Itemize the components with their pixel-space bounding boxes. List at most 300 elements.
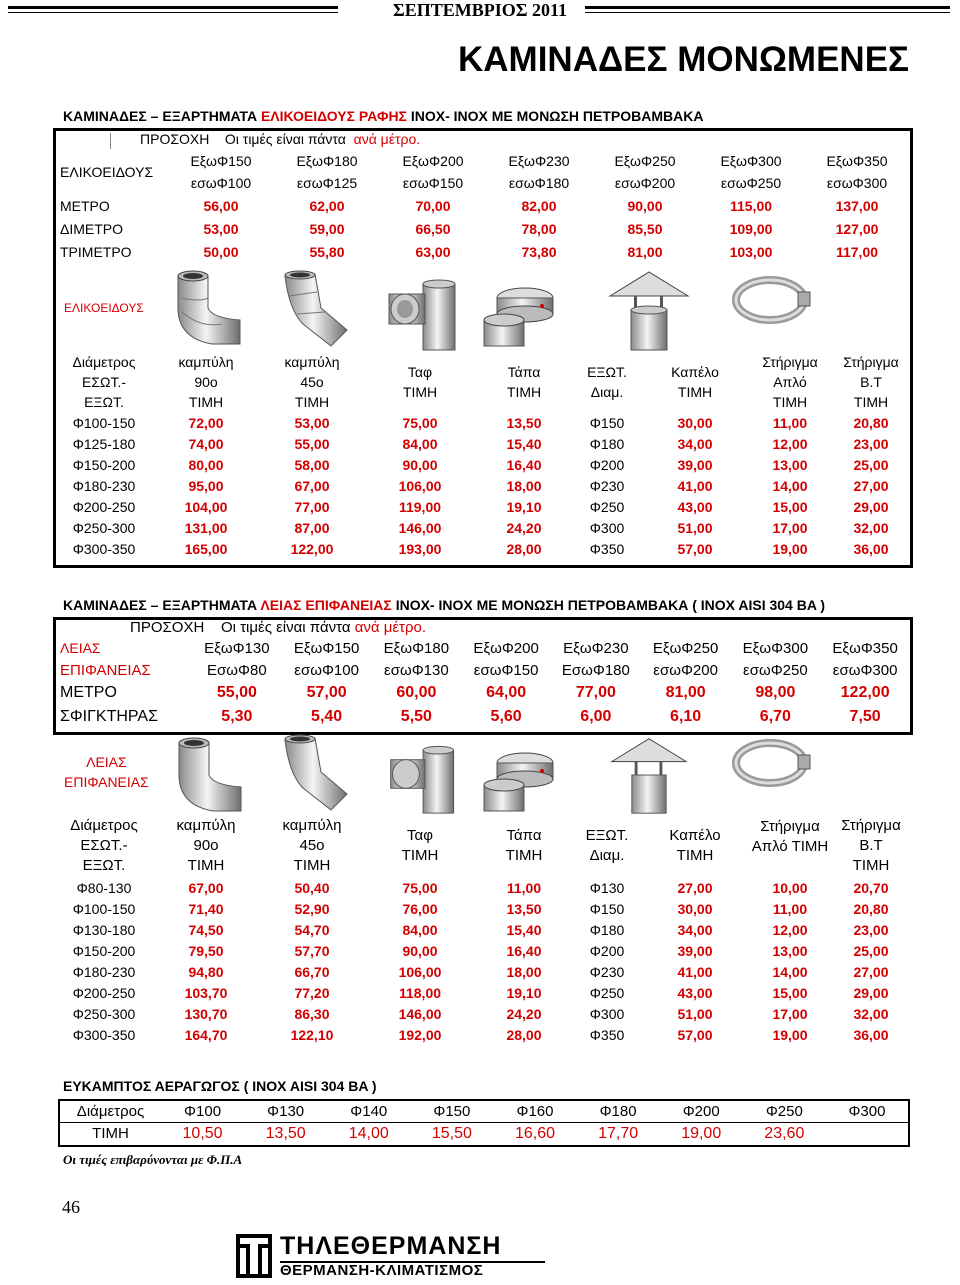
price-cell: 57,00 [677, 1026, 713, 1043]
price-cell: 79,50 [188, 942, 224, 959]
price-cell: 43,00 [677, 984, 713, 1001]
price-cell: 98,00 [755, 684, 796, 701]
section1-price-table [56, 150, 910, 263]
price-cell: 18,00 [506, 963, 542, 980]
inner-dia: ΕσωΦ80 [207, 661, 267, 679]
diameter-range: Φ100-150 [72, 900, 136, 917]
price-cell: 32,00 [853, 519, 889, 536]
logo-subtitle: ΘΕΡΜΑΝΣΗ-ΚΛΙΜΑΤΙΣΜΟΣ [280, 1262, 484, 1279]
elbow-90-icon [160, 268, 250, 348]
header-line: Τάπα [507, 364, 541, 380]
diameter-range: Φ300-350 [72, 540, 136, 557]
price-cell: 73,80 [521, 243, 557, 260]
price-cell: 57,00 [677, 540, 713, 557]
clamp-icon [730, 272, 812, 328]
price-cell: 62,00 [309, 197, 345, 214]
duct-price [826, 1122, 909, 1146]
photo-label-line: ΛΕΙΑΣ [86, 754, 127, 770]
diameter-range: Φ180-230 [72, 963, 136, 980]
header-line: 45ο [300, 374, 324, 390]
header-line: Απλό ΤΙΜΗ [751, 838, 829, 855]
row-label: ΜΕΤΡΟ [60, 684, 117, 701]
acc-row [56, 475, 910, 496]
price-cell: 75,00 [402, 879, 438, 896]
price-cell: 75,00 [402, 414, 438, 431]
header-line: Στήριγμα [762, 354, 818, 370]
price-cell: 118,00 [398, 984, 442, 1001]
price-cell: 10,00 [772, 879, 808, 896]
row-header: ΕΠΙΦΑΝΕΙΑΣ [60, 661, 151, 679]
price-cell: 122,00 [840, 684, 890, 701]
price-cell: 192,00 [398, 1026, 442, 1043]
header-line: Καπέλο [669, 827, 721, 844]
price-cell: 74,50 [188, 921, 224, 938]
elbow-45-icon [275, 733, 355, 813]
elbow-45-icon [275, 270, 355, 348]
price-cell: 67,00 [294, 477, 330, 494]
price-cell: 20,80 [853, 900, 889, 917]
section1-title-post: INOX- INOX ΜΕ ΜΟΝΩΣΗ ΠΕΤΡΟΒΑΜΒΑΚΑ [406, 108, 704, 124]
acc-header [572, 352, 642, 412]
duct-dia: Φ300 [848, 1102, 886, 1120]
inner-dia: εσωΦ125 [296, 175, 358, 191]
header-line: καμπύλη [282, 817, 342, 834]
acc-header [56, 815, 152, 877]
outer-diameter: Φ200 [589, 942, 625, 959]
price-cell: 12,00 [772, 921, 808, 938]
header-line: καμπύλη [178, 354, 234, 370]
inner-dia: εσωΦ180 [508, 175, 570, 191]
price-cell: 16,40 [506, 456, 542, 473]
acc-header [152, 815, 260, 877]
inner-dia: εσωΦ200 [614, 175, 676, 191]
outer-dia-row [56, 150, 910, 172]
price-cell: 17,00 [772, 1005, 808, 1022]
diameter-range: Φ125-180 [72, 435, 136, 452]
header-line: ΤΙΜΗ [506, 384, 542, 400]
price-cell: 6,70 [759, 708, 791, 725]
acc-header [152, 352, 260, 412]
clamp-icon [730, 735, 812, 791]
acc-row [56, 982, 910, 1003]
price-cell: 27,00 [853, 963, 889, 980]
acc-row [56, 1003, 910, 1024]
price-cell: 57,00 [306, 684, 347, 701]
diameter-range: Φ150-200 [72, 456, 136, 473]
price-cell: 19,00 [772, 1026, 808, 1043]
price-cell: 104,00 [184, 498, 228, 515]
price-cell: 25,00 [853, 456, 889, 473]
price-cell: 77,00 [575, 684, 616, 701]
inner-dia: εσωΦ100 [190, 175, 252, 191]
inner-dia: εσωΦ130 [384, 661, 449, 679]
outer-diameter: Φ300 [589, 1005, 625, 1022]
outer-dia: ΕξωΦ180 [296, 153, 358, 169]
price-row [56, 681, 910, 705]
price-cell: 122,00 [290, 540, 334, 557]
duct-dia: Φ150 [433, 1102, 471, 1120]
inner-dia: εσωΦ250 [743, 661, 808, 679]
outer-diameter: Φ230 [589, 477, 625, 494]
price-cell: 18,00 [506, 477, 542, 494]
header-line: ΤΙΜΗ [853, 394, 889, 410]
header-line: ΤΙΜΗ [772, 394, 808, 410]
price-cell: 27,00 [853, 477, 889, 494]
outer-dia: ΕξωΦ130 [204, 639, 270, 657]
price-cell: 16,40 [506, 942, 542, 959]
notice-red: ανά μέτρο. [353, 131, 421, 147]
price-cell: 6,00 [580, 708, 612, 725]
outer-dia: ΕξωΦ300 [742, 639, 809, 657]
header-line: ΤΙΜΗ [401, 847, 439, 864]
price-cell: 29,00 [853, 984, 889, 1001]
header-line: καμπύλη [176, 817, 236, 834]
price-cell: 19,00 [772, 540, 808, 557]
header-line: ΤΙΜΗ [402, 384, 438, 400]
price-row [56, 194, 910, 217]
acc-header [56, 352, 152, 412]
acc-header [642, 352, 748, 412]
logo-title: ΤΗΛΕΘΕΡΜΑΝΣΗ [280, 1232, 502, 1260]
outer-dia: ΕξωΦ350 [826, 153, 888, 169]
diameter-range: Φ200-250 [72, 984, 136, 1001]
acc-header [748, 352, 832, 412]
price-cell: 115,00 [729, 197, 773, 214]
duct-price: 14,00 [348, 1124, 389, 1142]
price-row [56, 217, 910, 240]
section1-notice [140, 131, 420, 147]
duct-price: 19,00 [681, 1124, 722, 1142]
section2-accessories-table [56, 815, 910, 1045]
price-cell: 84,00 [402, 921, 438, 938]
header-line: ΤΙΜΗ [293, 857, 331, 874]
acc-row [56, 412, 910, 433]
price-cell: 28,00 [506, 1026, 542, 1043]
diameter-range: Φ250-300 [72, 1005, 136, 1022]
acc-row [56, 454, 910, 475]
header-line: ΕΞΩΤ. [585, 827, 629, 844]
price-cell: 54,70 [294, 921, 330, 938]
header-line: ΤΙΜΗ [852, 857, 890, 874]
header-line: Ταφ [407, 364, 433, 380]
price-cell: 34,00 [677, 435, 713, 452]
acc-body [56, 412, 910, 559]
price-cell: 29,00 [853, 498, 889, 515]
price-cell: 94,80 [188, 963, 224, 980]
price-cell: 103,00 [729, 243, 773, 260]
price-cell: 63,00 [415, 243, 451, 260]
price-cell: 146,00 [398, 519, 442, 536]
price-cell: 131,00 [184, 519, 228, 536]
outer-diameter: Φ180 [589, 921, 625, 938]
inner-dia-row [56, 172, 910, 194]
acc-row [56, 877, 910, 898]
duct-dia: Φ250 [765, 1102, 803, 1120]
price-cell: 39,00 [677, 456, 713, 473]
price-cell: 57,70 [294, 942, 330, 959]
page-number: 46 [62, 1197, 80, 1217]
acc-row [56, 433, 910, 454]
inner-dia: εσωΦ200 [653, 661, 718, 679]
acc-header [260, 815, 364, 877]
header-line: Διάμετρος [72, 354, 136, 370]
price-cell: 50,00 [203, 243, 239, 260]
acc-header-row [56, 815, 910, 877]
outer-dia-row [56, 637, 910, 659]
price-cell: 36,00 [853, 1026, 889, 1043]
acc-header [748, 815, 832, 877]
duct-price: 15,50 [431, 1124, 472, 1142]
header-line: Διάμετρος [70, 817, 138, 834]
acc-row [56, 961, 910, 982]
price-cell: 82,00 [521, 197, 557, 214]
price-cell: 39,00 [677, 942, 713, 959]
price-cell: 53,00 [294, 414, 330, 431]
price-cell: 55,00 [294, 435, 330, 452]
acc-header [572, 815, 642, 877]
price-cell: 15,40 [506, 435, 542, 452]
price-cell: 81,00 [665, 684, 706, 701]
outer-diameter: Φ130 [589, 879, 625, 896]
duct-dia: Φ200 [682, 1102, 720, 1120]
tee-icon [385, 733, 465, 815]
price-cell: 77,20 [294, 984, 330, 1001]
price-cell: 5,50 [400, 708, 432, 725]
price-cell: 130,70 [184, 1005, 228, 1022]
price-cell: 13,00 [772, 942, 808, 959]
row-label: ΤΡΙΜΕΤΡΟ [60, 243, 132, 260]
price-cell: 117,00 [835, 243, 879, 260]
section2-title-red: ΛΕΙΑΣ ΕΠΙΦΑΝΕΙΑΣ [260, 597, 392, 613]
price-cell: 109,00 [729, 220, 773, 237]
price-cell: 119,00 [398, 498, 442, 515]
diameter-range: Φ250-300 [72, 519, 136, 536]
acc-header [832, 815, 910, 877]
header-line: ΕΣΩΤ.- [80, 837, 128, 854]
duct-price: 13,50 [265, 1124, 306, 1142]
duct-dia: Φ160 [516, 1102, 554, 1120]
price-cell: 5,60 [490, 708, 522, 725]
row-header: ΕΛΙΚΟΕΙΔΟΥΣ [60, 164, 154, 180]
inner-dia: εσωΦ300 [826, 175, 888, 191]
price-cell: 127,00 [835, 220, 879, 237]
price-cell: 193,00 [398, 540, 442, 557]
price-cell: 20,80 [853, 414, 889, 431]
price-cell: 60,00 [396, 684, 437, 701]
header-line: 90ο [194, 374, 218, 390]
price-cell: 7,50 [849, 708, 881, 725]
price-cell: 51,00 [677, 519, 713, 536]
header-line: ΤΙΜΗ [677, 384, 713, 400]
price-cell: 11,00 [506, 879, 542, 896]
row-label: ΔΙΜΕΤΡΟ [60, 220, 124, 237]
photo-label [64, 752, 149, 792]
price-cell: 41,00 [677, 477, 713, 494]
duct-dia-row [59, 1100, 909, 1122]
price-cell: 6,10 [670, 708, 702, 725]
price-cell: 76,00 [402, 900, 438, 917]
rain-cap-icon [604, 733, 694, 817]
acc-row [56, 919, 910, 940]
price-cell: 12,00 [772, 435, 808, 452]
inner-dia-row [56, 659, 910, 681]
header-line: Καπέλο [671, 364, 719, 380]
price-cell: 23,00 [853, 435, 889, 452]
vat-footnote: Οι τιμές επιβαρύνονται με Φ.Π.Α [63, 1152, 243, 1167]
header-line: ΕΞΩΤ. [587, 364, 627, 380]
outer-dia: ΕξωΦ300 [720, 153, 782, 169]
duct-price: 23,60 [764, 1124, 805, 1142]
price-cell: 70,00 [415, 197, 451, 214]
outer-dia: ΕξωΦ180 [383, 639, 450, 657]
price-cell: 86,30 [294, 1005, 330, 1022]
notice-text: Οι τιμές είναι πάντα [224, 131, 346, 147]
duct-dia: Φ100 [184, 1102, 222, 1120]
header-line: Διαμ. [590, 384, 624, 400]
photo-label-line: ΕΠΙΦΑΝΕΙΑΣ [64, 774, 149, 790]
price-cell: 53,00 [203, 220, 239, 237]
price-cell: 15,00 [772, 498, 808, 515]
diameter-range: Φ300-350 [72, 1026, 136, 1043]
header-line: Ταφ [407, 827, 433, 844]
price-cell: 81,00 [627, 243, 663, 260]
section2-title [63, 597, 825, 613]
outer-dia: ΕξωΦ150 [293, 639, 360, 657]
acc-header [832, 352, 910, 412]
acc-body [56, 877, 910, 1045]
price-cell: 103,70 [184, 984, 228, 1001]
grid-tick [110, 133, 111, 149]
header-line: 90ο [193, 837, 219, 854]
acc-row [56, 517, 910, 538]
price-cell: 30,00 [677, 414, 713, 431]
price-cell: 77,00 [294, 498, 330, 515]
acc-row [56, 1024, 910, 1045]
duct-dia: Φ140 [350, 1102, 388, 1120]
price-cell: 90,00 [627, 197, 663, 214]
acc-row [56, 898, 910, 919]
section1-title [63, 108, 703, 124]
outer-dia: ΕξωΦ350 [832, 639, 898, 657]
price-cell: 11,00 [772, 900, 808, 917]
price-cell: 30,00 [677, 900, 713, 917]
header-line: ΤΙΜΗ [187, 857, 225, 874]
price-row [56, 705, 910, 729]
acc-row [56, 538, 910, 559]
price-cell: 146,00 [398, 1005, 442, 1022]
price-cell: 24,20 [506, 519, 542, 536]
price-cell: 84,00 [402, 435, 438, 452]
price-cell: 67,00 [188, 879, 224, 896]
price-cell: 66,50 [415, 220, 451, 237]
notice-label: ΠΡΟΣΟΧΗ [140, 131, 210, 147]
outer-diameter: Φ150 [589, 414, 625, 431]
price-cell: 17,00 [772, 519, 808, 536]
price-cell: 15,40 [506, 921, 542, 938]
outer-dia: ΕξωΦ200 [402, 153, 464, 169]
price-cell: 13,50 [506, 900, 542, 917]
price-cell: 95,00 [188, 477, 224, 494]
section1-accessories-table [56, 352, 910, 559]
page-header [0, 0, 960, 22]
price-cell: 34,00 [677, 921, 713, 938]
header-line: Β.Τ [859, 837, 883, 854]
price-cell: 43,00 [677, 498, 713, 515]
price-cell: 165,00 [184, 540, 228, 557]
price-cell: 80,00 [188, 456, 224, 473]
acc-header [476, 352, 572, 412]
month-title: ΣΕΠΤΕΜΒΡΙΟΣ 2011 [392, 0, 568, 20]
outer-diameter: Φ250 [589, 984, 625, 1001]
outer-dia: ΕξωΦ250 [652, 639, 719, 657]
price-cell: 23,00 [853, 921, 889, 938]
elbow-90-icon [160, 735, 252, 815]
header-line: ΤΙΜΗ [188, 394, 224, 410]
row-label: ΣΦΙΓΚΤΗΡΑΣ [60, 708, 158, 725]
outer-dia: ΕξωΦ200 [473, 639, 539, 657]
price-cell: 78,00 [521, 220, 557, 237]
section2-title-pre: ΚΑΜΙΝΑΔΕΣ – ΕΞΑΡΤΗΜΑΤΑ [63, 597, 261, 613]
price-cell: 15,00 [772, 984, 808, 1001]
inner-dia: εσωΦ150 [402, 175, 464, 191]
section2-price-table [56, 637, 910, 729]
outer-diameter: Φ180 [589, 435, 625, 452]
section1-title-pre: ΚΑΜΙΝΑΔΕΣ – ΕΞΑΡΤΗΜΑΤΑ [63, 108, 261, 124]
price-cell: 137,00 [835, 197, 879, 214]
outer-diameter: Φ350 [589, 540, 625, 557]
price-cell: 106,00 [398, 963, 442, 980]
header-line: Στήριγμα [841, 817, 901, 834]
acc-header [364, 815, 476, 877]
header-line: Στήριγμα [843, 354, 899, 370]
price-cell: 122,10 [290, 1026, 334, 1043]
duct-price: 10,50 [182, 1124, 223, 1142]
price-cell: 74,00 [188, 435, 224, 452]
price-cell: 20,70 [853, 879, 889, 896]
duct-table [58, 1099, 910, 1147]
price-cell: 5,40 [311, 708, 343, 725]
price-cell: 13,50 [506, 414, 542, 431]
logo-icon [234, 1232, 274, 1280]
section2-notice [130, 619, 426, 636]
outer-diameter: Φ350 [589, 1026, 625, 1043]
price-cell: 52,90 [294, 900, 330, 917]
diameter-range: Φ150-200 [72, 942, 136, 959]
page-title: ΚΑΜΙΝΑΔΕΣ ΜΟΝΩΜΕΝΕΣ [458, 40, 910, 79]
header-line: ΕΞΩΤ. [84, 394, 124, 410]
price-cell: 85,50 [627, 220, 663, 237]
price-cell: 71,40 [188, 900, 224, 917]
outer-diameter: Φ230 [589, 963, 625, 980]
price-cell: 13,00 [772, 456, 808, 473]
duct-dia: Φ180 [599, 1102, 637, 1120]
header-line: Διαμ. [589, 847, 625, 864]
acc-row [56, 940, 910, 961]
diameter-range: Φ80-130 [76, 879, 132, 896]
inner-dia: εσωΦ250 [720, 175, 782, 191]
acc-header [642, 815, 748, 877]
outer-dia: ΕξωΦ230 [508, 153, 570, 169]
photo-label: ΕΛΙΚΟΕΙΔΟΥΣ [64, 301, 144, 315]
header-line: ΤΙΜΗ [294, 394, 330, 410]
price-cell: 66,70 [294, 963, 330, 980]
price-cell: 19,10 [506, 498, 542, 515]
notice-red: ανά μέτρο. [354, 619, 426, 636]
price-cell: 55,00 [216, 684, 257, 701]
outer-diameter: Φ200 [589, 456, 625, 473]
section1-title-red: ΕΛΙΚΟΕΙΔΟΥΣ ΡΑΦΗΣ [260, 108, 407, 124]
price-cell: 28,00 [506, 540, 542, 557]
